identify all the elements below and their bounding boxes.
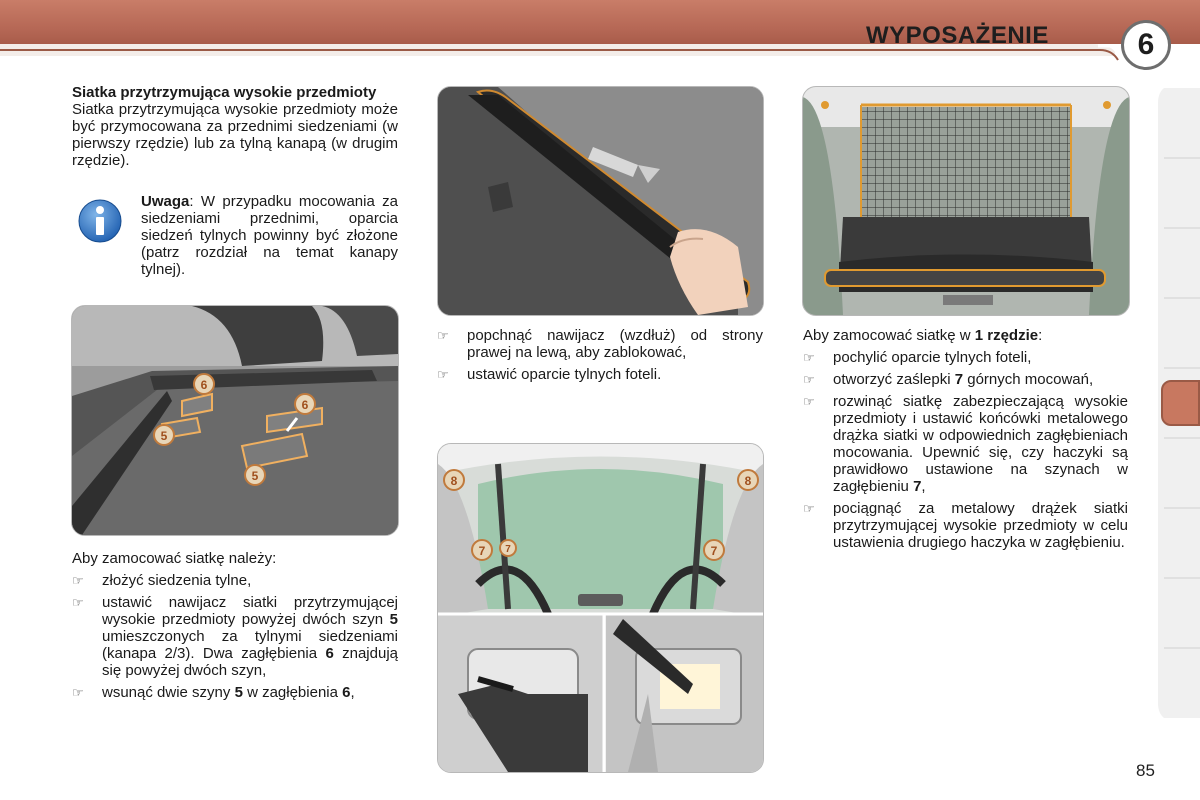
right-column-steps xyxy=(803,327,1128,556)
left-column-intro xyxy=(72,84,398,169)
pointing-hand-icon: ☞ xyxy=(437,328,449,343)
callout-6-a xyxy=(194,374,214,394)
rails-illustration xyxy=(71,305,399,536)
note-body: : W przypadku mocowania za siedzeniami przednimi, oparcia siedzeń tylnych powinny być złożone (patrz rozdział na temat kanapy tylnej). xyxy=(141,193,398,278)
middle-bullet-list xyxy=(437,327,763,383)
list-item: ☞ rozwinąć siatkę zabezpieczającą wysokie przedmioty i ustawić końcówki metalowego drążka siatki w odpowiednich zagłębieniach mocowania. Upewnić się, czy haczyki są prawidłowo ustawione na szynach w zagłębieniu 7, xyxy=(803,393,1128,495)
left-column-steps xyxy=(72,550,398,706)
callout-7-b xyxy=(500,540,516,556)
intro-paragraph: Siatka przytrzymująca wysokie przedmioty może być przymocowana za przednimi siedzeniami (w pierwszy rzędzie) lub za tylną kanapą (w drugim rzędzie). xyxy=(72,101,398,169)
svg-text:6: 6 xyxy=(301,398,309,412)
pointing-hand-icon: ☞ xyxy=(72,573,84,588)
callout-6-b xyxy=(295,394,315,414)
rails-drawing xyxy=(72,306,398,535)
note-text xyxy=(141,193,398,278)
svg-text:5: 5 xyxy=(251,469,259,483)
callout-7-c xyxy=(704,540,724,560)
list-item: ☞ ustawić nawijacz siatki przytrzymującej wysokie przedmioty powyżej dwóch szyn 5 umieszczonych za tylnymi siedzeniami (kanapa 2/3). Dwa zagłębienia 6 znajdują się powyżej dwóch szyn, xyxy=(72,594,399,679)
right-lead: Aby zamocować siatkę w 1 rzędzie: xyxy=(803,327,1043,344)
callout-5-a xyxy=(154,425,174,445)
right-bullet-list xyxy=(803,349,1128,551)
list-item: ☞ wsunąć dwie szyny 5 w zagłębienia 6, xyxy=(72,684,355,701)
pointing-hand-icon: ☞ xyxy=(72,685,84,700)
net-installed-illustration xyxy=(802,86,1130,316)
pointing-hand-icon: ☞ xyxy=(72,595,84,610)
svg-text:7: 7 xyxy=(710,544,718,558)
left-bullet-list xyxy=(72,572,398,701)
list-item: ☞ pociągnąć za metalowy drążek siatki przytrzymującej wysokie przedmioty w celu ustawienia drugiego haczyka w zagłębieniu. xyxy=(803,500,1128,551)
page-number: 85 xyxy=(1136,761,1155,780)
pointing-hand-icon: ☞ xyxy=(437,367,449,382)
list-item: ☞ złożyć siedzenia tylne, xyxy=(72,572,252,589)
svg-text:7: 7 xyxy=(478,544,486,558)
callout-7-b-label: 7 xyxy=(505,544,511,555)
list-item: ☞ pochylić oparcie tylnych foteli, xyxy=(803,349,1032,366)
svg-text:5: 5 xyxy=(160,429,168,443)
note-box xyxy=(72,193,398,278)
section-heading: Siatka przytrzymująca wysokie przedmioty xyxy=(72,84,377,101)
pointing-hand-icon: ☞ xyxy=(803,350,815,365)
roller-push-drawing xyxy=(438,87,763,315)
note-label: Uwaga xyxy=(141,193,190,210)
svg-text:8: 8 xyxy=(744,474,752,488)
net-installed-drawing xyxy=(803,87,1129,315)
list-item: ☞ ustawić oparcie tylnych foteli. xyxy=(437,366,662,383)
pointing-hand-icon: ☞ xyxy=(803,501,815,516)
svg-text:6: 6 xyxy=(200,378,208,392)
active-chapter-tab[interactable] xyxy=(1161,380,1200,426)
callout-8-a xyxy=(444,470,464,490)
pointing-hand-icon: ☞ xyxy=(803,372,815,387)
anchor-points-illustration xyxy=(437,443,764,773)
anchor-points-drawing xyxy=(438,444,763,772)
page-header xyxy=(0,0,1200,68)
callout-7-a xyxy=(472,540,492,560)
svg-text:8: 8 xyxy=(450,474,458,488)
left-lead: Aby zamocować siatkę należy: xyxy=(72,550,277,567)
list-item: ☞ popchnąć nawijacz (wzdłuż) od strony prawej na lewą, aby zablokować, xyxy=(437,327,763,361)
callout-5-b xyxy=(245,465,265,485)
list-item: ☞ otworzyć zaślepki 7 górnych mocowań, xyxy=(803,371,1094,388)
roller-push-illustration xyxy=(437,86,764,316)
middle-column-steps xyxy=(437,327,763,388)
chapter-title: WYPOSAŻENIE xyxy=(866,22,1049,49)
pointing-hand-icon: ☞ xyxy=(803,394,815,409)
info-icon xyxy=(78,199,122,243)
callout-8-b xyxy=(738,470,758,490)
chapter-number-badge: 6 xyxy=(1121,20,1171,70)
